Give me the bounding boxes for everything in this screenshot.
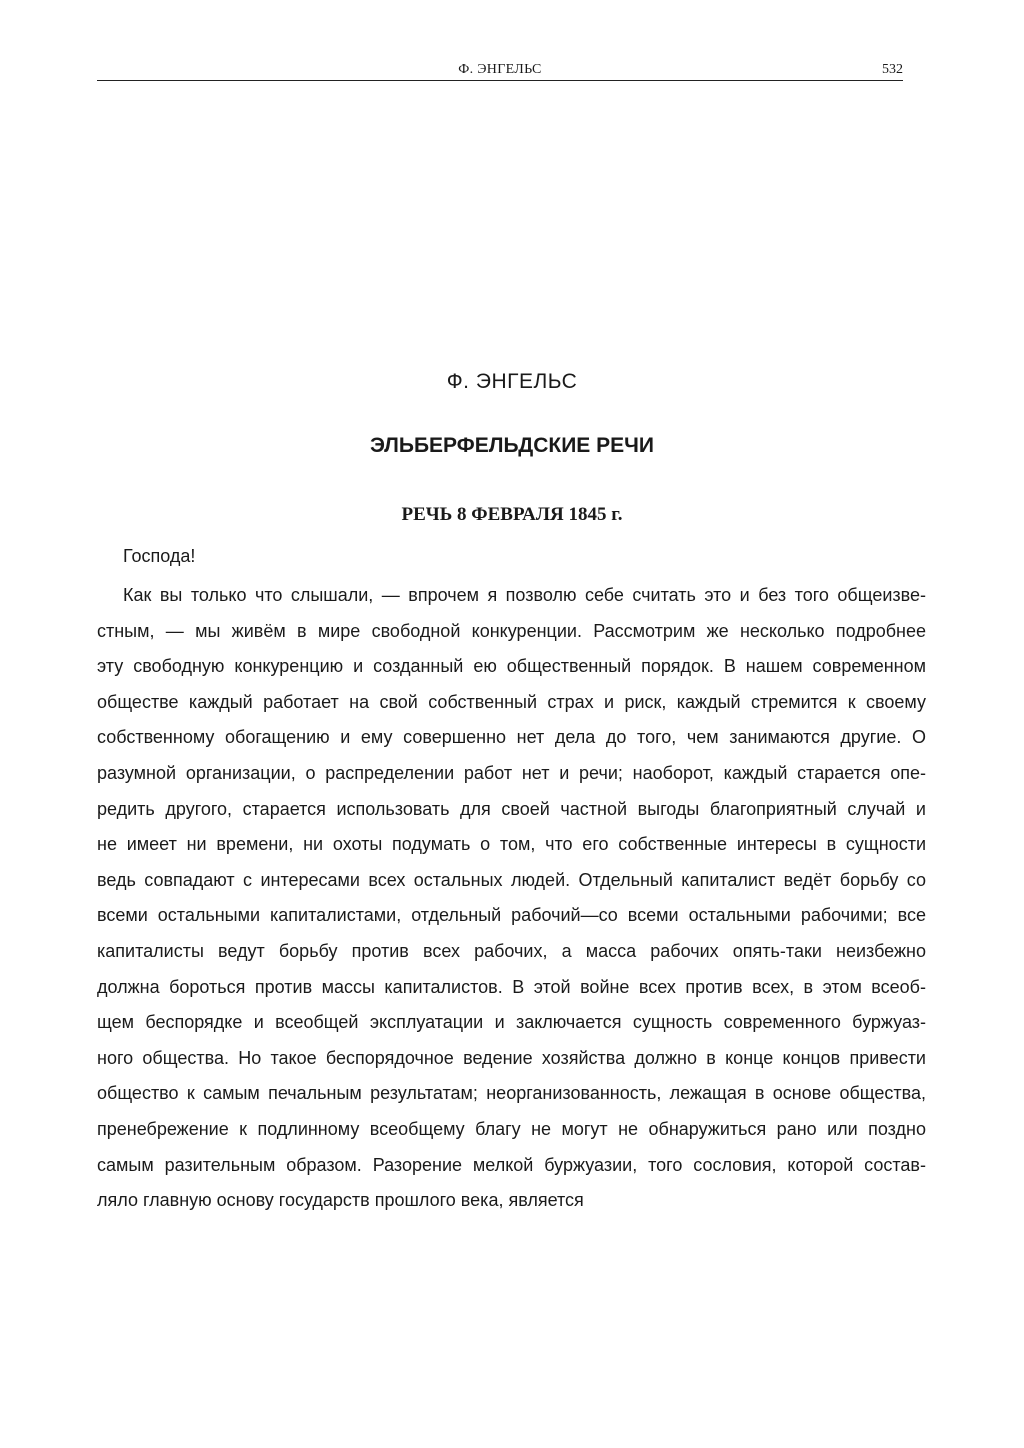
greeting: Господа! — [123, 546, 196, 566]
page-number: 532 — [882, 62, 903, 77]
running-header — [97, 62, 903, 81]
speech-title: РЕЧЬ 8 ФЕВРАЛЯ 1845 г. — [401, 504, 623, 525]
body-paragraph — [97, 578, 926, 1219]
paragraph-line: ляло главную основу государств прошлого века, является — [97, 1190, 584, 1211]
paragraph-line: самым разительным образом. Разорение мелкой буржуазии, того сословия, которой состав- — [97, 1154, 926, 1175]
paragraph-line: всеми остальными капиталистами, отдельный рабочий—со всеми остальными рабочими; все — [97, 905, 926, 926]
paragraph-line: не имеет ни времени, ни охоты подумать о том, что его собственные интересы в сущности — [97, 834, 926, 855]
paragraph-line: эту свободную конкуренцию и созданный ею общественный порядок. В нашем современном — [97, 656, 926, 677]
author-name: Ф. ЭНГЕЛЬС — [446, 370, 578, 393]
paragraph-line: ного общества. Но такое беспорядочное ведение хозяйства должно в конце концов привести — [97, 1047, 926, 1068]
running-header-title: Ф. ЭНГЕЛЬС — [458, 62, 542, 77]
paragraph-line: щем беспорядке и всеобщей эксплуатации и заключается сущность современного буржуаз- — [97, 1012, 926, 1033]
paragraph-line: стным, — мы живём в мире свободной конкуренции. Рассмотрим же несколько подробнее — [97, 620, 926, 641]
paragraph-line: разумной организации, о распределении работ нет и речи; наоборот, каждый старается опе- — [97, 762, 926, 783]
paragraph-line: собственному обогащению и ему совершенно нет дела до того, чем занимаются другие. О — [97, 727, 926, 748]
paragraph-line: капиталисты ведут борьбу против всех рабочих, а масса рабочих опять-таки неизбежно — [97, 940, 926, 961]
paragraph-line: Как вы только что слышали, — впрочем я позволю себе считать это и без того общеизве- — [123, 585, 926, 605]
work-title: ЭЛЬБЕРФЕЛЬДСКИЕ РЕЧИ — [369, 434, 655, 457]
paragraph-line: пренебрежение к подлинному всеобщему благу не могут не обнаружиться рано или поздно — [97, 1118, 926, 1139]
paragraph-line: общество к самым печальным результатам; неорганизованность, лежащая в основе общества, — [97, 1083, 926, 1104]
paragraph-line: обществе каждый работает на свой собственный страх и риск, каждый стремится к своему — [97, 691, 926, 712]
paragraph-line: редить другого, старается использовать для своей частной выгоды благоприятный случай и — [97, 798, 926, 819]
paragraph-line: ведь совпадают с интересами всех остальных людей. Отдельный капиталист ведёт борьбу со — [97, 869, 926, 890]
paragraph-line: должна бороться против массы капиталистов. В этой войне всех против всех, в этом всеоб- — [97, 976, 926, 997]
